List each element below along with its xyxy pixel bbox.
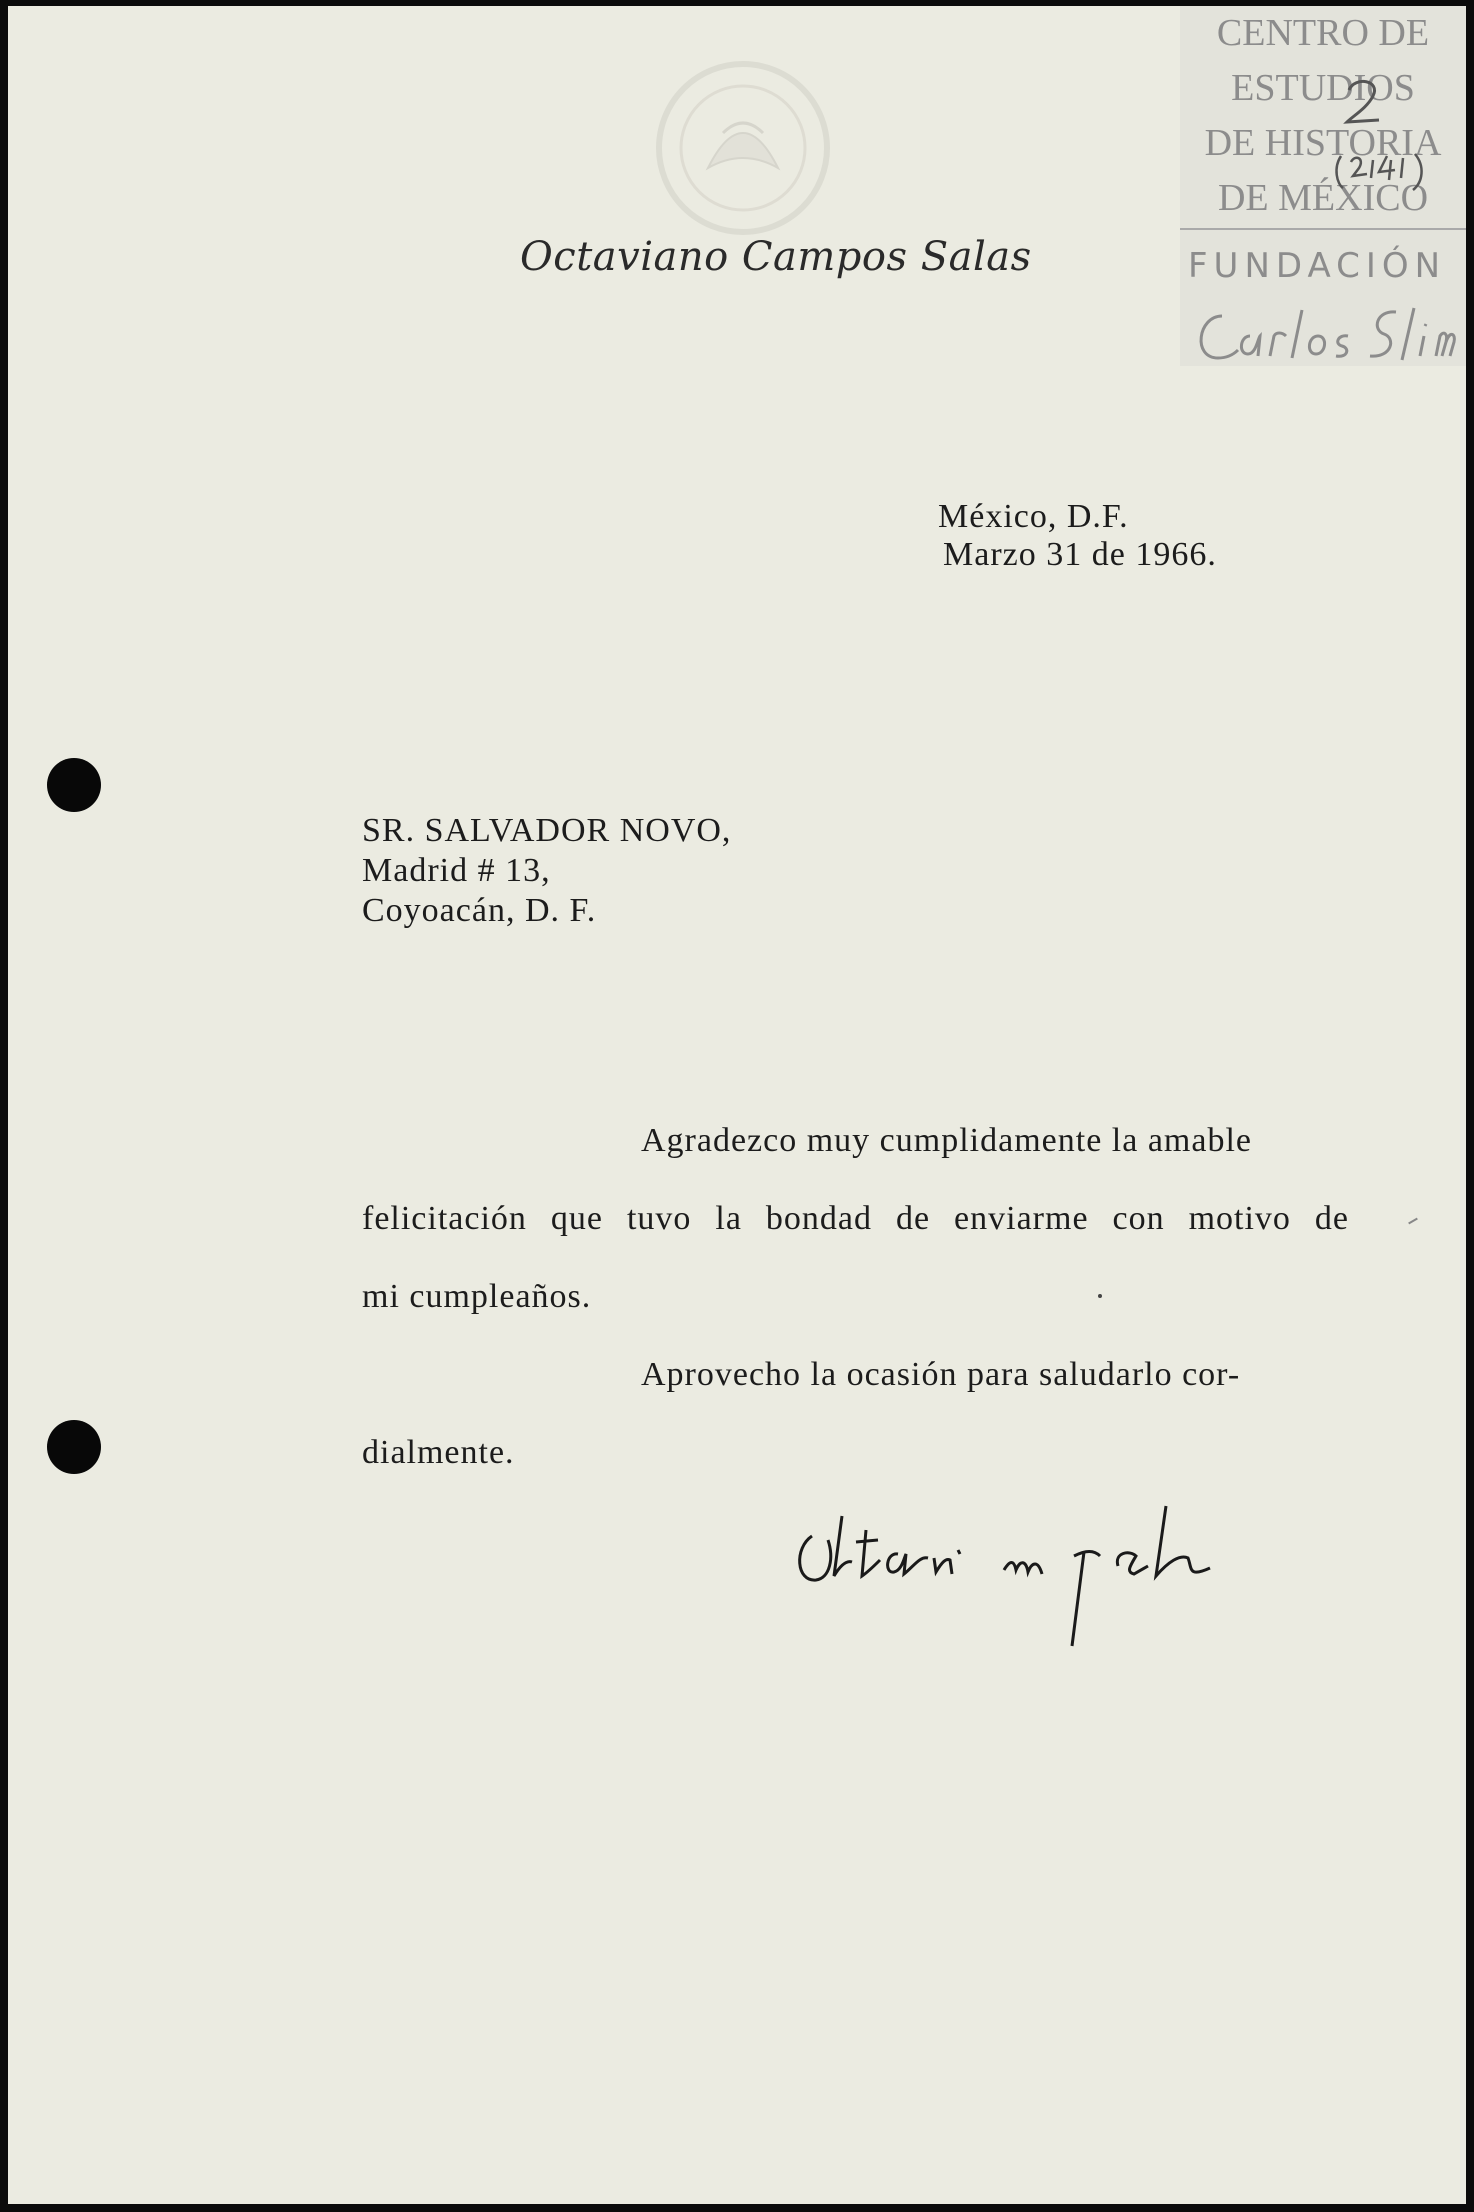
handwritten-signature [790,1496,1230,1666]
stamp-line: DE HISTORIA [1204,122,1442,164]
recipient-street: Madrid # 13, [362,852,551,889]
dateline-date: Marzo 31 de 1966. [943,536,1217,573]
recipient-city: Coyoacán, D. F. [362,892,597,929]
embossed-seal [653,58,833,238]
letterhead-name: Octaviano Campos Salas [520,234,1032,280]
body-paragraph-1-line-3: mi cumpleaños. [362,1278,592,1315]
stamp-line: CENTRO DE [1216,12,1430,54]
stamp-divider [1180,228,1466,230]
letter-page [8,6,1466,2204]
binder-hole [47,758,101,812]
stray-mark [1408,1218,1418,1225]
recipient-name: SR. SALVADOR NOVO, [362,812,732,849]
stamp-line: DE MÉXICO [1217,177,1429,219]
stamp-line: ESTUDIOS [1231,67,1415,109]
stray-mark [1098,1294,1102,1298]
body-paragraph-2-line-1: Aprovecho la ocasión para saludarlo cor- [641,1356,1241,1393]
handwritten-folio-number [1333,76,1443,196]
carlos-slim-logo [1184,302,1464,366]
binder-hole [47,1420,101,1474]
body-paragraph-1-line-1: Agradezco muy cumplidamente la amable [641,1122,1252,1159]
body-paragraph-2-line-2: dialmente. [362,1434,515,1471]
body-paragraph-1-line-2: felicitación que tuvo la bondad de enviarme con motivo de [362,1200,1349,1237]
dateline-place: México, D.F. [938,498,1129,535]
stamp-fundacion: FUNDACIÓN [1188,246,1447,286]
